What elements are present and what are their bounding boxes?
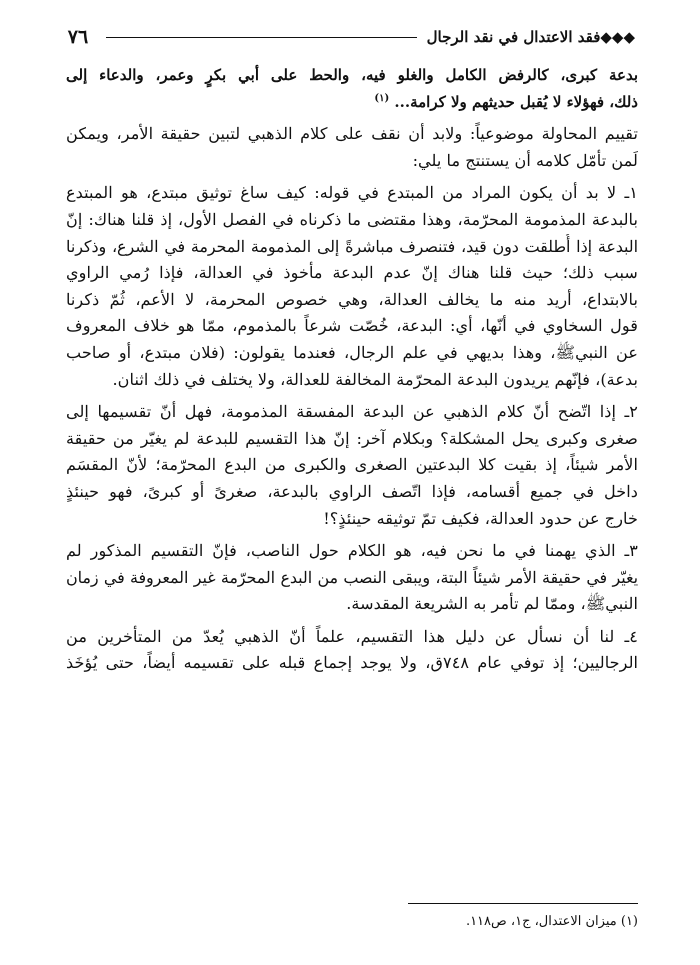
text-line: خارج عن حدود العدالة، فكيف تمّ توثيقه حينئذٍ؟! <box>323 508 638 528</box>
text-line: الرجاليين؛ إذ توفي عام ٧٤٨ق، ولا يوجد إجماع قبله على تقسيمه أيضاً، حتى يُؤخَذ <box>66 653 638 673</box>
paragraph-point-1 <box>66 180 638 393</box>
footnote-rule <box>408 903 638 904</box>
quote-end-text: ذلك، فهؤلاء لا يُقبل حديثهم ولا كرامة... <box>394 92 638 111</box>
text-line: قول السخاوي في أنّها، أي: البدعة، خُصّت شرعاً بالمذموم، ممّا هو خلاف المعروف <box>66 316 638 336</box>
text-line: بدعة)، فإنّهم يريدون البدعة المحرّمة المخالفة للعدالة، ولا يختلف في ذلك اثنان. <box>112 369 638 389</box>
text-line: صغرى وكبرى يحل المشكلة؟ وبكلام آخر: إنّ هذا التقسيم للبدعة لم يغيّر من حقيقة <box>66 428 638 448</box>
text-line: تقييم المحاولة موضوعياً: ولابد أن نقف على كلام الذهبي لتبين حقيقة الأمر، ويمكن <box>66 124 638 144</box>
text-line: الأمر شيئاً، إذ بقيت كلا البدعتين الصغرى والكبرى من البدع المحرّمة؛ لأنّ المقسَم <box>66 455 638 475</box>
text-line: سبب ذلك؛ حيث قلنا هناك إنّ عدم البدعة مأخوذ في العدالة، فإذا رُمي الراوي <box>66 263 638 283</box>
paragraph-evaluation-intro <box>66 121 638 174</box>
header-rule <box>106 37 417 38</box>
text-line: عن النبيﷺ، وهذا بديهي في علم الرجال، فعندما يقولون: (فلان مبتدع، أو صاحب <box>66 342 638 362</box>
text-line: بالابتداع، أريد منه ما يخالف العدالة، وهي خصوص المحرمة، لا الأعم، ثُمّ ذكرنا <box>66 289 638 309</box>
running-head: ◆◆◆فقد الاعتدال في نقد الرجال <box>426 28 635 46</box>
page-header <box>60 24 635 50</box>
paragraph-point-3 <box>66 538 638 618</box>
text-line: بدعة كبرى، كالرفض الكامل والغلو فيه، والحط على أبي بكرٍ وعمر، والدعاء إلى <box>66 66 638 84</box>
footnote: (١) ميزان الاعتدال، ج١، ص١١٨. <box>465 914 638 929</box>
text-line <box>66 89 638 116</box>
page-body <box>66 62 638 677</box>
text-line: داخل في جميع أقسامه، فإذا اتّصف الراوي بالبدعة، صغرىً أو كبرىً، فهو حينئذٍ <box>66 481 638 501</box>
paragraph-point-2 <box>66 399 638 532</box>
text-line: النبيﷺ، وممّا لم تأمر به الشريعة المقدسة. <box>346 594 638 614</box>
text-line: ٣ـ الذي يهمنا في ما نحن فيه، هو الكلام حول الناصب، فإنّ التقسيم المذكور لم <box>66 541 638 561</box>
text-line: ٢ـ إذا اتّضح أنّ كلام الذهبي عن البدعة المفسقة المذمومة، فهل أنّ تقسيمها إلى <box>66 402 638 422</box>
footnote-marker: (١) <box>374 92 390 104</box>
page-number: ٧٦ <box>67 26 89 48</box>
text-line: لَمن تأمّل كلامه أن يستنتج ما يلي: <box>412 150 638 170</box>
paragraph-point-4 <box>66 624 638 677</box>
text-line: بالبدعة المذمومة المحرّمة، وهذا مقتضى ما ذكرناه في الفصل الأول، إذ قلنا هناك: إنّ <box>66 209 638 229</box>
text-line: ٤ـ لنا أن نسأل عن دليل هذا التقسيم، علماً أنّ الذهبي يُعدّ من المتأخرين من <box>66 626 638 646</box>
quote-block <box>66 62 638 115</box>
text-line: البدعة إذا أُطلقت دون قيد، فتنصرف مباشرةً إلى المذمومة المحرمة في الشرع، وذكرنا <box>66 236 638 256</box>
text-line: ١ـ لا بد أن يكون المراد من المبتدع في قوله: كيف ساغ توثيق مبتدع، هو المبتدع <box>66 183 638 203</box>
text-line: يغيّر في حقيقة الأمر شيئاً البتة، ويبقى النصب من البدع المحرّمة غير المعروفة في زمان <box>66 567 638 587</box>
